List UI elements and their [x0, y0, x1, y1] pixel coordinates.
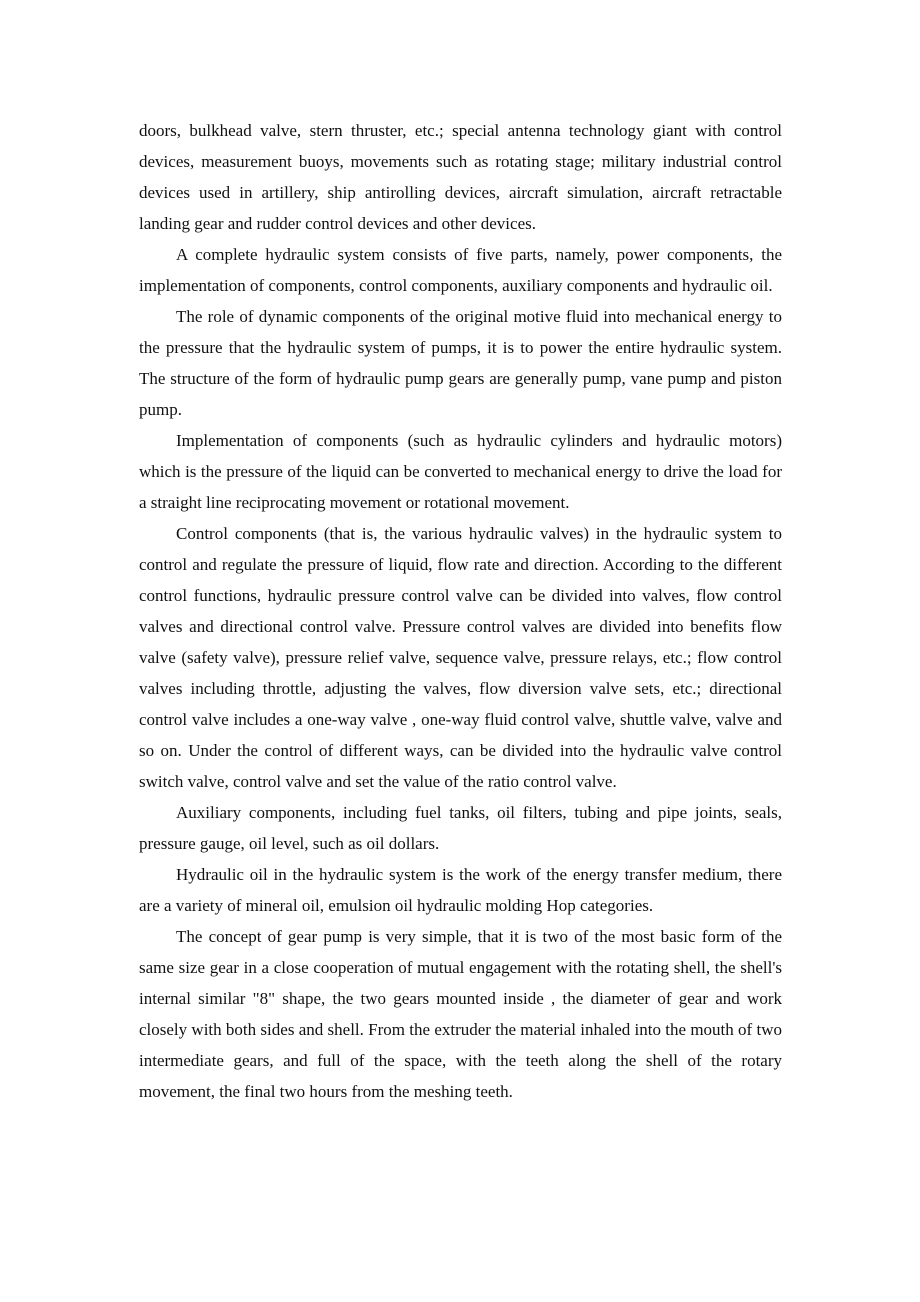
paragraph-continuation: doors, bulkhead valve, stern thruster, etc.; special antenna technology giant with control devices, measurement buoys, movements such as rotating stage; military industrial control devices used in artillery, ship antirolling devices, aircraft simulation, aircraft retractable landing gear and rudder control devices and other devices. — [139, 121, 782, 233]
paragraph-hydraulic-oil: Hydraulic oil in the hydraulic system is the work of the energy transfer medium, there are a variety of mineral oil, emulsion oil hydraulic molding Hop categories. — [139, 865, 782, 915]
paragraph-dynamic-components: The role of dynamic components of the original motive fluid into mechanical energy to the pressure that the hydraulic system of pumps, it is to power the entire hydraulic system. The structure of the form of hydraulic pump gears are generally pump, vane pump and piston pump. — [139, 307, 782, 419]
paragraph-gear-pump: The concept of gear pump is very simple, that it is two of the most basic form of the same size gear in a close cooperation of mutual engagement with the rotating shell, the shell's internal similar "8" shape, the two gears mounted inside , the diameter of gear and work closely with both sides and shell. From the extruder the material inhaled into the mouth of two intermediate gears, and full of the space, with the teeth along the shell of the rotary movement, the final two hours from the meshing teeth. — [139, 927, 782, 1101]
paragraph-control-components: Control components (that is, the various hydraulic valves) in the hydraulic system to control and regulate the pressure of liquid, flow rate and direction. According to the different control functions, hydraulic pressure control valve can be divided into valves, flow control valves and directional control valve. Pressure control valves are divided into benefits flow valve (safety valve), pressure relief valve, sequence valve, pressure relays, etc.; flow control valves including throttle, adjusting the valves, flow diversion valve sets, etc.; directional control valve includes a one-way valve , one-way fluid control valve, shuttle valve, valve and so on. Under the control of different ways, can be divided into the hydraulic valve control switch valve, control valve and set the value of the ratio control valve. — [139, 524, 782, 791]
paragraph-system-parts: A complete hydraulic system consists of five parts, namely, power components, the implementation of components, control components, auxiliary components and hydraulic oil. — [139, 245, 782, 295]
paragraph-implementation-components: Implementation of components (such as hydraulic cylinders and hydraulic motors) which is the pressure of the liquid can be converted to mechanical energy to drive the load for a straight line reciprocating movement or rotational movement. — [139, 431, 782, 512]
document-page — [139, 115, 782, 1107]
paragraph-auxiliary-components: Auxiliary components, including fuel tanks, oil filters, tubing and pipe joints, seals, pressure gauge, oil level, such as oil dollars. — [139, 803, 782, 853]
